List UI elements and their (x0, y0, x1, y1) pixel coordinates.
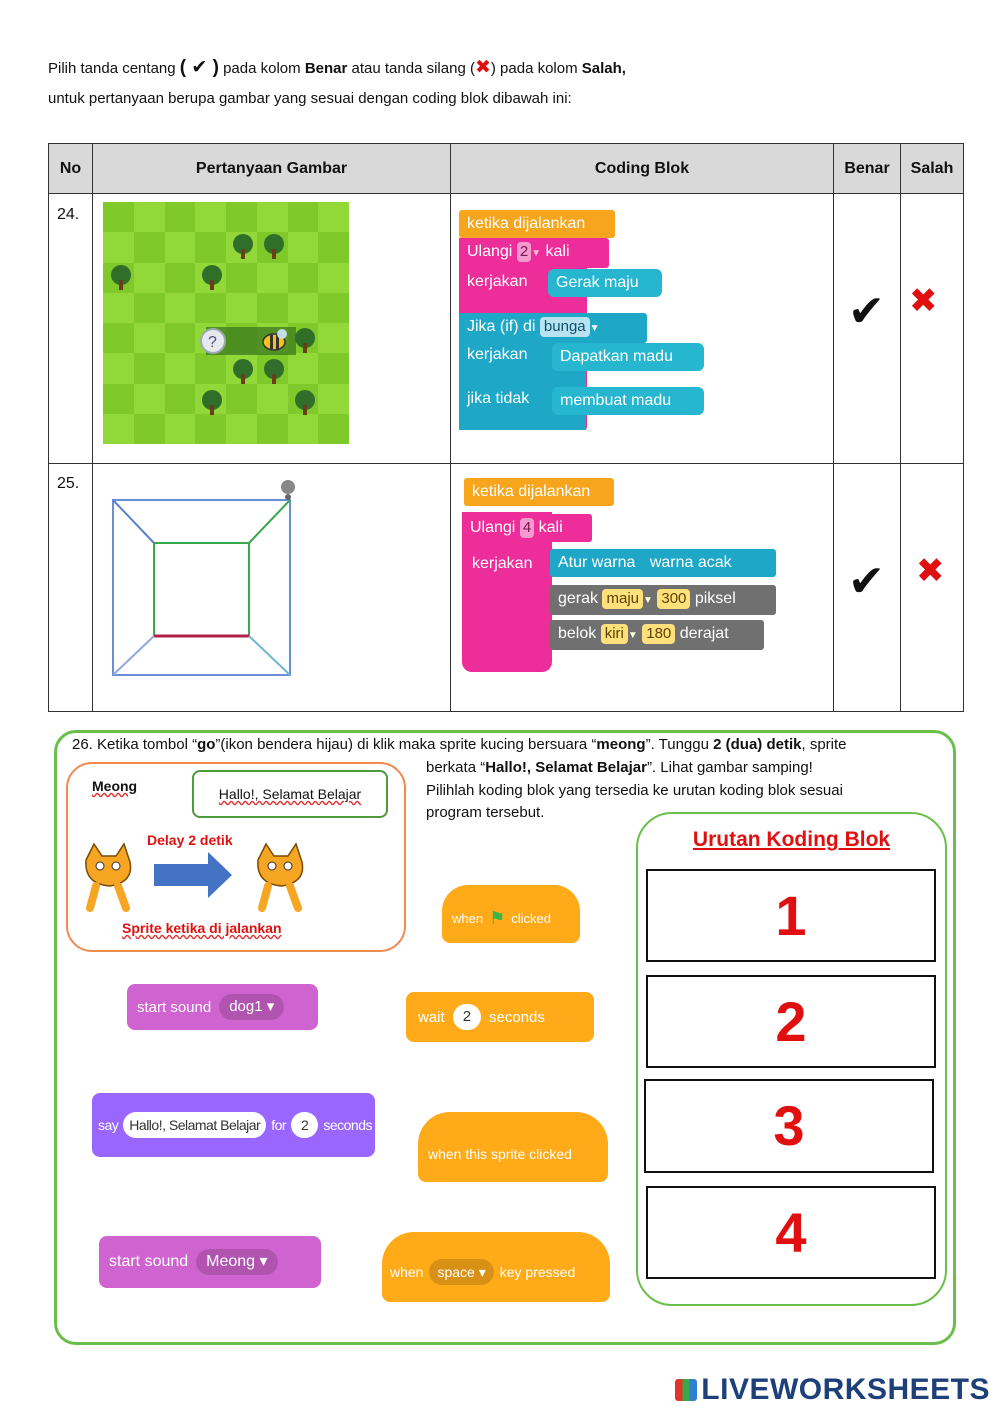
turn-angle[interactable]: 180 (642, 624, 675, 644)
block-say-for-seconds[interactable]: say Hallo!, Selamat Belajar for 2 seconds (92, 1093, 375, 1157)
block-repeat: Ulangi 2 ▼ kali (459, 238, 609, 268)
tree-icon (111, 265, 131, 290)
tree-icon (295, 328, 315, 353)
block-color: Atur warna warna acak (550, 549, 776, 577)
meong-label: Meong (92, 778, 138, 794)
tree-icon (233, 359, 253, 384)
check-icon: ( ✔ ) (179, 57, 219, 78)
block-move: Gerak maju (548, 269, 662, 297)
move-direction[interactable]: maju (602, 589, 643, 609)
q26-line-4: program tersebut. (426, 804, 545, 821)
q26-line-3: Pilihlah koding blok yang tersedia ke urutan koding blok sesuai (426, 782, 843, 799)
header-coding: Coding Blok (594, 160, 690, 177)
order-slot-2[interactable]: 2 (646, 975, 936, 1068)
order-slot-3[interactable]: 3 (644, 1079, 934, 1173)
logo-mark-icon (675, 1379, 697, 1401)
block-turn: belok kiri ▼ 180 derajat (550, 620, 764, 650)
say-seconds[interactable]: 2 (291, 1112, 318, 1138)
row-number: 24. (57, 206, 80, 223)
turtle-icon (281, 480, 295, 500)
maze-overlay (103, 202, 349, 444)
scene-caption: Sprite ketika di jalankan (122, 920, 282, 936)
tree-icon (202, 265, 222, 290)
block-action1: Dapatkan madu (552, 343, 704, 371)
block-repeat: Ulangi 4 kali (462, 514, 592, 542)
tree-icon (295, 390, 315, 415)
block-start: ketika dijalankan (459, 210, 615, 238)
instruction-text: atau tanda silang ( (351, 60, 475, 77)
block-wait-seconds[interactable]: wait 2 seconds (406, 992, 594, 1042)
scene-art (76, 820, 376, 915)
order-title: Urutan Koding Blok (692, 828, 891, 851)
tree-icon (264, 359, 284, 384)
move-distance[interactable]: 300 (657, 589, 690, 609)
block-if: Jika (if) di bunga ▼ (459, 313, 647, 343)
benar-label: Benar (304, 60, 348, 77)
repeat-count[interactable]: 2 (517, 242, 531, 262)
check-mark-icon[interactable]: ✔ (848, 287, 885, 336)
key-dropdown[interactable]: space ▾ (429, 1259, 493, 1285)
instruction-text: ) pada kolom (490, 60, 578, 77)
header-salah: Salah (910, 160, 954, 177)
block-when-key-pressed[interactable]: when space ▾ key pressed (382, 1232, 610, 1302)
order-slot-1[interactable]: 1 (646, 869, 936, 962)
repeat-count[interactable]: 4 (520, 518, 534, 538)
tree-icon (202, 390, 222, 415)
block-do: kerjakan (472, 555, 533, 572)
instruction-line-1 (48, 58, 626, 79)
tree-icon (233, 234, 253, 259)
order-slot-4[interactable]: 4 (646, 1186, 936, 1279)
cross-mark-icon[interactable]: ✖ (909, 282, 938, 320)
if-option[interactable]: bunga (540, 317, 590, 337)
square-drawing-image (106, 475, 306, 685)
cross-mark-icon[interactable]: ✖ (916, 552, 945, 590)
liveworksheets-logo (675, 1373, 990, 1407)
header-no: No (59, 160, 82, 177)
header-benar: Benar (844, 160, 890, 177)
instruction-text: Pilih tanda centang (48, 60, 176, 77)
block-do: kerjakan (467, 273, 528, 290)
block-when-flag-clicked[interactable]: when ⚑ clicked (442, 885, 580, 943)
block-else: jika tidak (467, 390, 530, 407)
green-flag-icon: ⚑ (489, 907, 506, 928)
sound-dropdown[interactable]: dog1 ▾ (219, 994, 284, 1020)
tree-icon (264, 234, 284, 259)
say-text[interactable]: Hallo!, Selamat Belajar (123, 1112, 266, 1138)
speech-bubble: Hallo!, Selamat Belajar (192, 770, 388, 818)
instruction-line-2: untuk pertanyaan berupa gambar yang sesuai dengan coding blok dibawah ini: (48, 90, 572, 107)
block-do: kerjakan (467, 346, 528, 363)
block-action2: membuat madu (552, 387, 704, 415)
svg-text:?: ? (208, 334, 217, 351)
cat-icon (258, 844, 303, 908)
block-start: ketika dijalankan (464, 478, 614, 506)
block-start-sound-dog1[interactable]: start sound dog1 ▾ (127, 984, 318, 1030)
wait-value[interactable]: 2 (453, 1004, 481, 1030)
turn-direction[interactable]: kiri (601, 624, 628, 644)
q26-line-2: berkata “Hallo!, Selamat Belajar”. Lihat gambar samping! (426, 759, 813, 776)
cat-icon (86, 844, 131, 908)
block-when-sprite-clicked[interactable]: when this sprite clicked (418, 1112, 608, 1182)
q26-line-1: 26. Ketika tombol “go”(ikon bendera hijau) di klik maka sprite kucing bersuara “meong”. Tunggu 2 (dua) detik, sprite (72, 736, 847, 753)
logo-text: LIVEWORKSHEETS (701, 1373, 990, 1406)
block-move: gerak maju ▼ 300 piksel (550, 585, 776, 615)
block-start-sound-meong[interactable]: start sound Meong ▾ (99, 1236, 321, 1288)
arrow-right-icon (154, 852, 232, 898)
instruction-text: pada kolom (223, 60, 301, 77)
cross-icon: ✖ (474, 57, 491, 78)
sound-dropdown[interactable]: Meong ▾ (196, 1249, 277, 1275)
row-number: 25. (57, 475, 80, 492)
header-question: Pertanyaan Gambar (195, 160, 348, 177)
question-flower-icon (201, 329, 225, 353)
check-mark-icon[interactable]: ✔ (848, 557, 885, 606)
salah-label: Salah, (581, 60, 626, 77)
delay-label: Delay 2 detik (147, 832, 233, 848)
